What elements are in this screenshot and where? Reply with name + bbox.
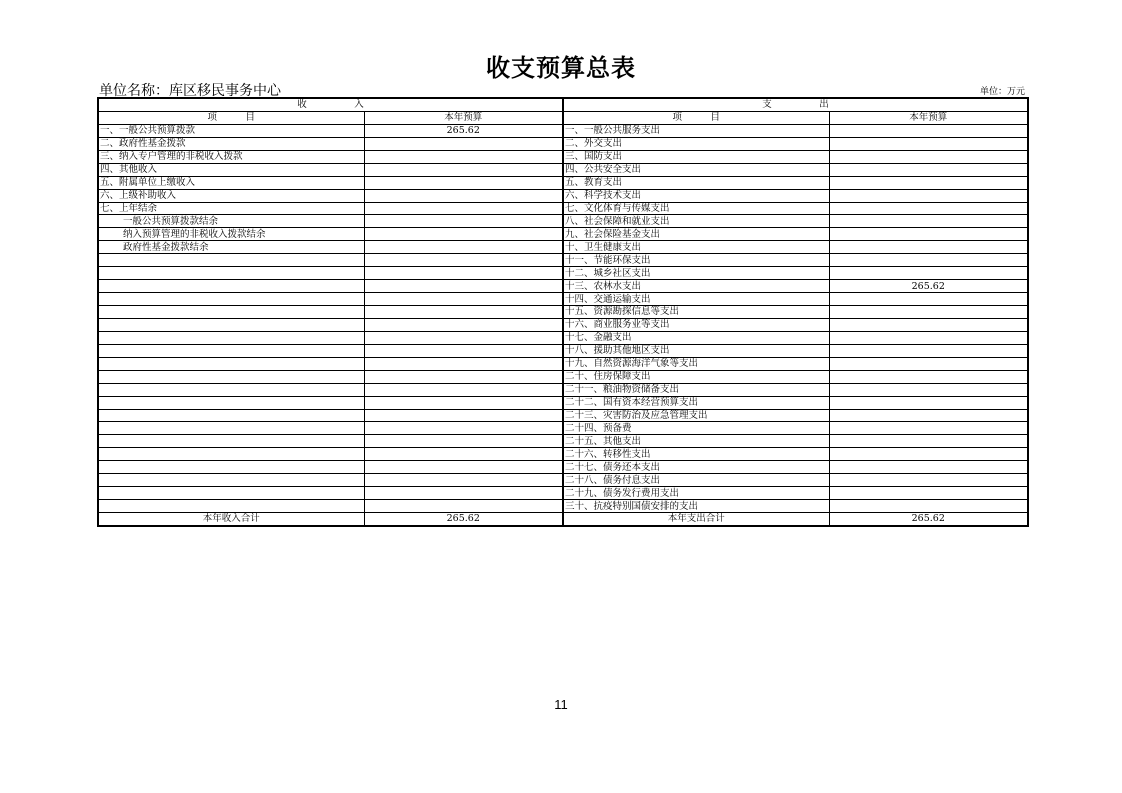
table-row (98, 306, 1028, 319)
expense-item-cell: 二十八、债务付息支出 (563, 474, 829, 487)
income-item-cell (98, 306, 364, 319)
expense-item-cell: 二十九、债务发行费用支出 (563, 487, 829, 500)
expense-item-cell: 六、科学技术支出 (563, 189, 829, 202)
income-budget-cell (364, 215, 563, 228)
table-row (98, 357, 1028, 370)
income-budget-cell (364, 448, 563, 461)
income-item-cell (98, 448, 364, 461)
income-budget-cell (364, 293, 563, 306)
income-item-cell (98, 396, 364, 409)
income-item-cell (98, 461, 364, 474)
expense-total-value: 265.62 (829, 513, 1028, 526)
income-item-cell: 政府性基金拨款结余 (98, 241, 364, 254)
expense-item-cell: 四、公共安全支出 (563, 163, 829, 176)
expense-item-cell: 十三、农林水支出 (563, 280, 829, 293)
table-row (98, 254, 1028, 267)
expense-item-cell: 二、外交支出 (563, 137, 829, 150)
table-row (98, 318, 1028, 331)
expense-budget-cell (829, 318, 1028, 331)
table-row (98, 241, 1028, 254)
expense-budget-cell: 265.62 (829, 280, 1028, 293)
expense-budget-header: 本年预算 (829, 111, 1028, 124)
expense-budget-cell (829, 228, 1028, 241)
table-row (98, 124, 1028, 137)
income-budget-cell (364, 331, 563, 344)
expense-budget-cell (829, 215, 1028, 228)
table-row (98, 202, 1028, 215)
income-item-cell (98, 383, 364, 396)
income-budget-cell (364, 137, 563, 150)
table-row (98, 280, 1028, 293)
expense-budget-cell (829, 163, 1028, 176)
table-row (98, 409, 1028, 422)
table-row (98, 344, 1028, 357)
expense-budget-cell (829, 474, 1028, 487)
expense-budget-cell (829, 435, 1028, 448)
table-row (98, 150, 1028, 163)
table-row (98, 487, 1028, 500)
table-row (98, 331, 1028, 344)
expense-item-cell: 二十四、预备费 (563, 422, 829, 435)
income-budget-cell (364, 487, 563, 500)
table-row (98, 448, 1028, 461)
income-budget-cell (364, 344, 563, 357)
income-item-cell (98, 344, 364, 357)
income-budget-cell (364, 461, 563, 474)
income-item-header: 项 目 (98, 111, 364, 124)
expense-budget-cell (829, 293, 1028, 306)
income-item-cell: 七、上年结余 (98, 202, 364, 215)
expense-item-cell: 二十二、国有资本经营预算支出 (563, 396, 829, 409)
column-header-row (98, 111, 1028, 124)
table-row (98, 215, 1028, 228)
expense-item-cell: 十六、商业服务业等支出 (563, 318, 829, 331)
expense-budget-cell (829, 370, 1028, 383)
expense-total-label: 本年支出合计 (563, 513, 829, 526)
income-budget-cell (364, 267, 563, 280)
expense-budget-cell (829, 306, 1028, 319)
table-row (98, 422, 1028, 435)
page-number: 11 (554, 697, 568, 712)
table-row (98, 176, 1028, 189)
table-row (98, 228, 1028, 241)
income-item-cell (98, 370, 364, 383)
income-budget-cell (364, 163, 563, 176)
income-budget-cell (364, 318, 563, 331)
income-item-cell: 四、其他收入 (98, 163, 364, 176)
expense-budget-cell (829, 461, 1028, 474)
table-row (98, 461, 1028, 474)
income-budget-cell (364, 435, 563, 448)
expense-budget-cell (829, 189, 1028, 202)
currency-unit-label: 单位：万元 (979, 87, 1025, 97)
income-item-cell: 二、政府性基金拨款 (98, 137, 364, 150)
income-budget-cell (364, 474, 563, 487)
unit-name-label: 单位名称：库区移民事务中心 (99, 83, 281, 99)
expense-budget-cell (829, 150, 1028, 163)
expense-item-cell: 十一、节能环保支出 (563, 254, 829, 267)
expense-item-cell: 二十五、其他支出 (563, 435, 829, 448)
income-item-cell (98, 487, 364, 500)
expense-item-cell: 七、文化体育与传媒支出 (563, 202, 829, 215)
expense-item-cell: 十八、援助其他地区支出 (563, 344, 829, 357)
expense-budget-cell (829, 124, 1028, 137)
expense-item-header: 项 目 (563, 111, 829, 124)
expense-budget-cell (829, 396, 1028, 409)
income-item-cell (98, 318, 364, 331)
expense-item-cell: 二十七、债务还本支出 (563, 461, 829, 474)
income-section-header: 收 入 (98, 98, 563, 111)
expense-budget-cell (829, 137, 1028, 150)
expense-item-cell: 十九、自然资源海洋气象等支出 (563, 357, 829, 370)
income-budget-cell (364, 370, 563, 383)
table-row (98, 267, 1028, 280)
expense-budget-cell (829, 331, 1028, 344)
income-budget-cell (364, 202, 563, 215)
expense-item-cell: 九、社会保险基金支出 (563, 228, 829, 241)
table-row (98, 293, 1028, 306)
expense-budget-cell (829, 357, 1028, 370)
income-item-cell: 一般公共预算拨款结余 (98, 215, 364, 228)
income-item-cell (98, 357, 364, 370)
income-item-cell (98, 331, 364, 344)
expense-item-cell: 二十、住房保障支出 (563, 370, 829, 383)
expense-budget-cell (829, 254, 1028, 267)
expense-budget-cell (829, 176, 1028, 189)
expense-budget-cell (829, 422, 1028, 435)
expense-item-cell: 十七、金融支出 (563, 331, 829, 344)
expense-budget-cell (829, 500, 1028, 513)
income-budget-header: 本年预算 (364, 111, 563, 124)
expense-budget-cell (829, 202, 1028, 215)
income-budget-cell: 265.62 (364, 124, 563, 137)
income-item-cell (98, 280, 364, 293)
totals-row (98, 513, 1028, 526)
section-header-row (98, 98, 1028, 111)
expense-item-cell: 十四、交通运输支出 (563, 293, 829, 306)
expense-item-cell: 三、国防支出 (563, 150, 829, 163)
table-row (98, 435, 1028, 448)
expense-item-cell: 十、卫生健康支出 (563, 241, 829, 254)
table-row (98, 189, 1028, 202)
table-row (98, 370, 1028, 383)
income-item-cell (98, 435, 364, 448)
income-budget-cell (364, 396, 563, 409)
income-budget-cell (364, 150, 563, 163)
income-budget-cell (364, 280, 563, 293)
expense-item-cell: 十五、资源勘探信息等支出 (563, 306, 829, 319)
expense-item-cell: 二十一、粮油物资储备支出 (563, 383, 829, 396)
income-total-value: 265.62 (364, 513, 563, 526)
income-item-cell: 六、上级补助收入 (98, 189, 364, 202)
income-item-cell: 三、纳入专户管理的非税收入拨款 (98, 150, 364, 163)
income-budget-cell (364, 383, 563, 396)
table-row (98, 137, 1028, 150)
expense-budget-cell (829, 241, 1028, 254)
income-budget-cell (364, 176, 563, 189)
expense-budget-cell (829, 409, 1028, 422)
income-item-cell: 五、附属单位上缴收入 (98, 176, 364, 189)
income-item-cell (98, 500, 364, 513)
income-budget-cell (364, 422, 563, 435)
table-row (98, 383, 1028, 396)
table-row (98, 500, 1028, 513)
expense-item-cell: 五、教育支出 (563, 176, 829, 189)
table-row (98, 163, 1028, 176)
income-item-cell (98, 409, 364, 422)
income-item-cell (98, 267, 364, 280)
expense-item-cell: 三十、抗疫特别国债安排的支出 (563, 500, 829, 513)
table-row (98, 474, 1028, 487)
expense-budget-cell (829, 383, 1028, 396)
expense-item-cell: 八、社会保障和就业支出 (563, 215, 829, 228)
expense-item-cell: 二十三、灾害防治及应急管理支出 (563, 409, 829, 422)
expense-section-header: 支 出 (563, 98, 1028, 111)
expense-budget-cell (829, 344, 1028, 357)
expense-item-cell: 一、一般公共服务支出 (563, 124, 829, 137)
income-item-cell (98, 254, 364, 267)
expense-budget-cell (829, 448, 1028, 461)
expense-item-cell: 十二、城乡社区支出 (563, 267, 829, 280)
income-total-label: 本年收入合计 (98, 513, 364, 526)
expense-budget-cell (829, 487, 1028, 500)
income-budget-cell (364, 241, 563, 254)
income-item-cell: 纳入预算管理的非税收入拨款结余 (98, 228, 364, 241)
income-item-cell (98, 422, 364, 435)
income-budget-cell (364, 409, 563, 422)
expense-item-cell: 二十六、转移性支出 (563, 448, 829, 461)
income-item-cell (98, 474, 364, 487)
income-budget-cell (364, 357, 563, 370)
income-item-cell (98, 293, 364, 306)
income-budget-cell (364, 306, 563, 319)
income-item-cell: 一、一般公共预算拨款 (98, 124, 364, 137)
income-budget-cell (364, 228, 563, 241)
budget-summary-table (97, 97, 1029, 527)
income-budget-cell (364, 254, 563, 267)
table-row (98, 396, 1028, 409)
income-budget-cell (364, 500, 563, 513)
expense-budget-cell (829, 267, 1028, 280)
income-budget-cell (364, 189, 563, 202)
page-title: 收支预算总表 (486, 54, 636, 82)
